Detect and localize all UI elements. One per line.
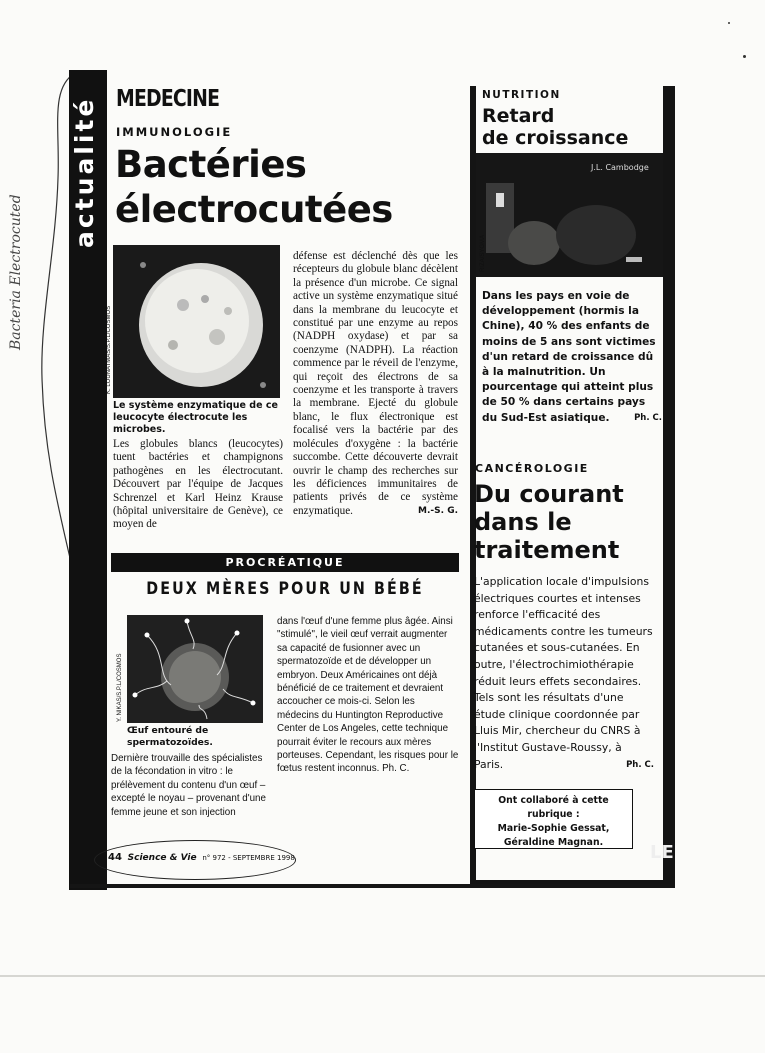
article4-kicker: CANCÉROLOGIE xyxy=(475,462,589,475)
article4-body xyxy=(474,574,654,773)
egg-photo xyxy=(127,615,263,723)
article4-signature: Ph. C. xyxy=(626,759,654,770)
article2-title: DEUX MÈRES POUR UN BÉBÉ xyxy=(146,579,424,599)
article3-photo-credit: RIZA/SYGMA xyxy=(480,234,486,272)
bottom-scan-edge xyxy=(70,884,675,888)
cambodia-photo xyxy=(476,153,663,277)
edge-letters: LE xyxy=(650,842,674,863)
article2-photo-credit: Y. NIKAS/S.P.L/COSMOS xyxy=(117,653,123,722)
article4-title-line2: dans le xyxy=(474,508,572,536)
folio xyxy=(108,852,295,863)
article1-title-line1: Bactéries xyxy=(115,143,307,186)
article2-body-right: dans l'œuf d'une femme plus âgée. Ainsi "stimulé", le vieil œuf verrait augmenter sa capacité de fusionner avec un spermatozoïde et de développer un embryon. Deux Américaines ont déjà bénéficié de ce traitement et devraient accoucher ce mois-ci. Selon les médecins du Huntington Reproductive Center de Los Angeles, cette technique pourrait éviter le recours aux mères porteuses. Cependant, les risques pour le fœtus restent inconnus. Ph. C. xyxy=(277,616,459,775)
article3-photo-label: J.L. Cambodge xyxy=(591,163,649,172)
article1-body-right xyxy=(293,250,458,518)
article1-body-left: Les globules blancs (leucocytes) tuent bactéries et champignons pathogènes en les électrocutant. Découvert par l'équipe de Jacques Schrenzel et Karl Heinz Krause (hôpital universitaire de Genève), ce moyen de xyxy=(113,438,283,531)
egg-image xyxy=(127,615,263,723)
contributors-label: Ont collaboré à cette rubrique : xyxy=(498,795,609,820)
rubric-title: MEDECINE xyxy=(116,86,220,112)
article2-caption: Œuf entouré de spermatozoïdes. xyxy=(127,725,213,748)
contributors-names: Marie-Sophie Gessat, Géraldine Magnan. xyxy=(497,823,610,848)
article1-title xyxy=(115,142,393,232)
article1-photo-credit: K. LOUNATMAS/S.P.L/COSMOS xyxy=(106,305,112,394)
article3-signature: Ph. C. xyxy=(634,412,662,423)
article1-title-line2: électrocutées xyxy=(115,188,393,231)
article1-signature: M.-S. G. xyxy=(418,505,458,516)
article3-title-line2: de croissance xyxy=(482,127,629,149)
article2-body-left: Dernière trouvaille des spécialistes de la fécondation in vitro : le prélèvement du contenu d'un œuf – excepté le noyau – provenant d'une femme jeune et son injection xyxy=(111,753,266,818)
contributors-box xyxy=(474,789,633,849)
article3-body xyxy=(482,289,662,426)
leucocyte-photo xyxy=(113,245,280,398)
article3-title-line1: Retard xyxy=(482,105,555,127)
article1-caption: Le système enzymatique de ce leucocyte électrocute les microbes. xyxy=(113,400,278,435)
folio-magazine: Science & Vie xyxy=(127,853,197,863)
section-bar-label: actualité xyxy=(70,96,99,248)
folio-page: 44 xyxy=(108,852,122,863)
article1-kicker: IMMUNOLOGIE xyxy=(116,125,233,139)
article4-title xyxy=(474,480,624,564)
article3-body-text: Dans les pays en voie de développement (hormis la Chine), 40 % des enfants de moins de 5 ans sont victimes d'un retard de croissance dû à la malnutrition. Un pourcentage qui atteint plus de 50 % dans certains pays du Sud-Est asiatique. xyxy=(482,290,656,424)
scan-speck xyxy=(743,55,746,58)
leucocyte-image xyxy=(113,245,280,398)
article4-title-line3: traitement xyxy=(474,536,620,564)
article3-kicker: NUTRITION xyxy=(482,89,561,101)
page-fold-line xyxy=(0,975,765,977)
article4-title-line1: Du courant xyxy=(474,480,624,508)
cambodia-image xyxy=(476,153,663,277)
article2-kicker: PROCRÉATIQUE xyxy=(225,556,345,569)
article3-title xyxy=(482,105,628,149)
scan-speck xyxy=(728,22,730,24)
article1-body-right-text: défense est déclenché dès que les récepteurs du globule blanc décèlent la présence d'un microbe. Ce signal active un système enzymatique situé dans la membrane du leucocyte et constitué par une enzyme au repos (NADPH oxydase) et par sa coenzyme (NADPH). La réaction commence par le réveil de l'enzyme, qui reçoit des électrons de sa coenzyme et les transporte à travers la membrane. Ejecté du globule blanc, le flux électronique est focalisé vers la bactérie par des molécules d'oxygène : la bactérie succombe. Cette découverte devrait ouvrir le champ des recherches sur les déficiences immunitaires de patients privés de ce système enzymatique. xyxy=(293,250,458,517)
folio-issue: n° 972 - SEPTEMBRE 1998 xyxy=(202,854,295,862)
handwritten-note: Bacteria Electrocuted xyxy=(8,194,24,350)
article4-body-text: L'application locale d'impulsions électriques courtes et intenses renforce l'efficacité des médicaments contre les tumeurs cutanées et sous-cutanées. En outre, l'électrochimiothérapie réduit leurs effets secondaires. Tels sont les résultats d'une étude clinique coordonnée par Lluis Mir, chercheur du CNRS à l'Institut Gustave-Roussy, à Paris. xyxy=(474,575,653,771)
